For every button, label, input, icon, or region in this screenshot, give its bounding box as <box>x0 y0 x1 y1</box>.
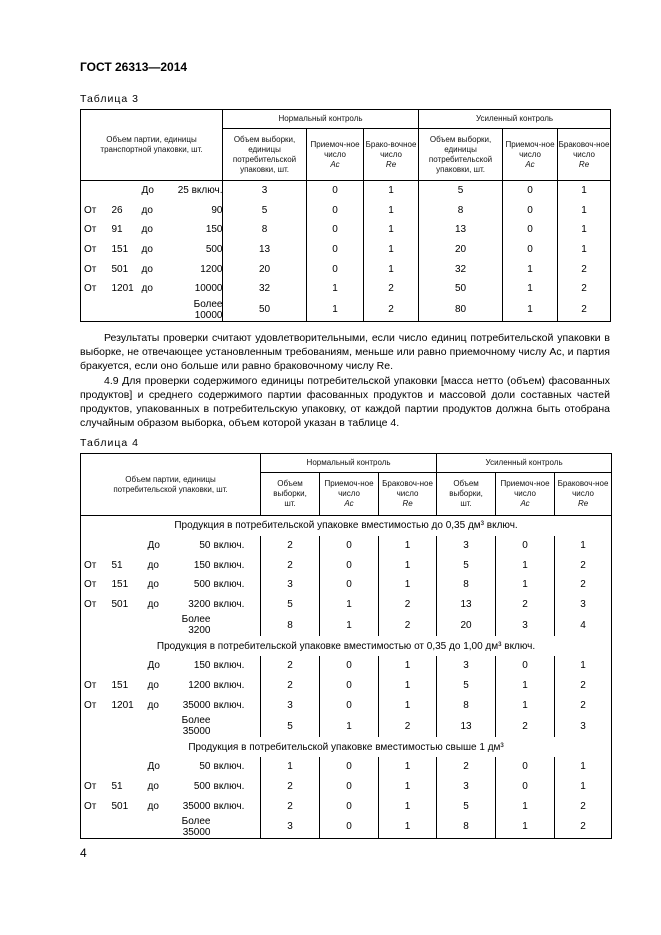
range-to-label: до <box>147 599 159 611</box>
re-tight: 1 <box>555 777 612 797</box>
range-from-label: От <box>84 559 97 571</box>
range-from-label <box>81 181 109 201</box>
table-row <box>81 614 612 636</box>
sample-normal: 8 <box>261 614 320 636</box>
range-from-value: 51 <box>111 780 123 792</box>
re-normal: 1 <box>379 777 437 797</box>
sample-normal: 5 <box>261 595 320 615</box>
range-to-label: до <box>147 780 159 792</box>
table-row <box>81 220 611 240</box>
sample-tight: 13 <box>437 715 496 737</box>
range-from-value: 1201 <box>111 699 134 711</box>
sample-normal: 20 <box>223 259 307 279</box>
range-inclusive-note: включ. <box>213 599 245 611</box>
sample-tight: 13 <box>437 595 496 615</box>
re-normal: 1 <box>364 201 419 221</box>
table-3-normal-group: Нормальный контроль <box>223 110 419 129</box>
ac-tight: 1 <box>496 676 555 696</box>
re-normal: 1 <box>379 696 437 716</box>
range-from-label: От <box>84 699 97 711</box>
ac-normal: 0 <box>320 777 379 797</box>
ac-normal: 0 <box>307 259 364 279</box>
range-to-value: 35000 <box>182 800 211 812</box>
sample-normal: 3 <box>261 696 320 716</box>
ac-tight: 1 <box>503 259 558 279</box>
range-to-value: 500 <box>193 780 211 792</box>
range-from-label <box>81 816 109 839</box>
table-row <box>81 259 611 279</box>
range-to-label: до <box>141 244 153 256</box>
table-4-body <box>81 516 612 839</box>
ac-normal: 1 <box>320 715 379 737</box>
re-normal: 1 <box>364 181 419 201</box>
range-from-value <box>109 757 145 777</box>
range-to-label: до <box>141 224 153 236</box>
sample-normal: 8 <box>223 220 307 240</box>
range-to-value: 150 <box>205 224 223 236</box>
table-row <box>81 299 611 322</box>
range-to-value: 50 <box>199 761 211 773</box>
range-to-label: до <box>147 579 159 591</box>
table-row <box>81 676 612 696</box>
table-row <box>81 279 611 299</box>
range-from-value: 1201 <box>111 283 134 295</box>
re-tight: 3 <box>555 715 612 737</box>
re-tight: 2 <box>558 279 611 299</box>
ac-normal: 0 <box>320 696 379 716</box>
range-from-label: От <box>84 283 97 295</box>
range-to-label <box>139 299 167 322</box>
sample-normal: 2 <box>261 656 320 676</box>
sample-normal: 2 <box>261 676 320 696</box>
range-to-label: до <box>147 800 159 812</box>
sample-tight: 5 <box>437 796 496 816</box>
sample-normal: 2 <box>261 796 320 816</box>
re-tight: 2 <box>558 299 611 322</box>
table-3-re-header-tight: Браковоч-ное число Re <box>558 129 611 181</box>
paragraph-4-9: 4.9 Для проверки содержимого единицы потребительской упаковки [масса нетто (объем) фасованных продуктов] и среднего содержимого партии фасованных продуктов и массовой доли составных частей продуктов, упакованных в потребительскую упаковку, от каждой партии продуктов должна быть отобрана случайным образом выборка, объем которой указан в таблице 4. <box>80 375 610 429</box>
table-row <box>81 575 612 595</box>
range-to-value: 3200 <box>188 599 211 611</box>
document-header: ГОСТ 26313—2014 <box>80 60 188 74</box>
table-3-caption: Таблица 3 <box>80 93 139 105</box>
table-4-caption: Таблица 4 <box>80 437 139 449</box>
table-4-tight-group: Усиленный контроль <box>437 454 612 473</box>
range-from-label: От <box>84 224 97 236</box>
table-row <box>81 816 612 839</box>
ac-normal: 0 <box>320 796 379 816</box>
ac-normal: 1 <box>320 595 379 615</box>
range-from-label <box>81 757 109 777</box>
table-row <box>81 777 612 797</box>
sample-tight: 5 <box>437 676 496 696</box>
range-from-value <box>109 181 139 201</box>
table-row <box>81 201 611 221</box>
table-3-body <box>81 181 611 322</box>
ac-normal: 1 <box>307 299 364 322</box>
range-from-value: 91 <box>111 224 123 236</box>
sample-tight: 8 <box>437 816 496 839</box>
sample-tight: 80 <box>419 299 503 322</box>
re-normal: 1 <box>379 796 437 816</box>
range-to-value: 10000 <box>194 283 223 295</box>
range-to-label: до <box>141 263 153 275</box>
range-from-label: От <box>84 599 97 611</box>
ac-tight: 2 <box>496 715 555 737</box>
sample-tight: 20 <box>419 240 503 260</box>
range-to-value: 50 <box>199 540 211 552</box>
paragraph-results: Результаты проверки считают удовлетворительными, если число единиц потребительской упаковки в выборке, не отвечающее установленным требованиям, меньше или равно приемочному числу Ас, и партия бракуется, если оно больше или равно браковочному числу Re. <box>80 332 610 372</box>
range-from-value <box>109 536 145 556</box>
ac-tight: 0 <box>496 656 555 676</box>
re-tight: 1 <box>555 536 612 556</box>
re-tight: 1 <box>558 181 611 201</box>
range-to-label: До <box>147 660 160 672</box>
table-3-re-header: Брако-вочное число Re <box>364 129 419 181</box>
ac-normal: 0 <box>307 201 364 221</box>
re-normal: 2 <box>364 279 419 299</box>
range-to-label: до <box>147 559 159 571</box>
section-heading: Продукция в потребительской упаковке вместимостью до 0,35 дм³ включ. <box>81 516 612 536</box>
sample-tight: 5 <box>437 555 496 575</box>
re-normal: 1 <box>364 259 419 279</box>
ac-tight: 0 <box>496 777 555 797</box>
range-to-label: До <box>139 181 167 201</box>
table-3-ac-header-tight: Приемоч-ное число Ас <box>503 129 558 181</box>
range-to-value: 1200 <box>200 263 223 275</box>
range-to-value: 150 <box>193 559 211 571</box>
sample-tight: 3 <box>437 536 496 556</box>
sample-normal: 50 <box>223 299 307 322</box>
range-to-label: до <box>147 680 159 692</box>
range-to-value: Более 10000 <box>193 298 223 321</box>
range-to-value: 500 <box>205 244 223 256</box>
range-inclusive-note <box>211 816 261 839</box>
table-3-sample-header: Объем выборки, единицы потребительской упаковки, шт. <box>223 129 307 181</box>
range-to-label <box>145 816 171 839</box>
ac-tight: 0 <box>503 201 558 221</box>
re-normal: 1 <box>379 555 437 575</box>
re-tight: 1 <box>555 656 612 676</box>
table-row <box>81 696 612 716</box>
range-inclusive-note: включ. <box>213 559 245 571</box>
sample-tight: 50 <box>419 279 503 299</box>
ac-normal: 0 <box>320 757 379 777</box>
table-4-sample-header-tight: Объем выборки, шт. <box>437 473 496 516</box>
re-tight: 1 <box>558 240 611 260</box>
table-3-tight-group: Усиленный контроль <box>419 110 611 129</box>
range-from-label: От <box>84 579 97 591</box>
sample-tight: 2 <box>437 757 496 777</box>
ac-tight: 2 <box>496 595 555 615</box>
table-4-ac-header-tight: Приемоч-ное число Ас <box>496 473 555 516</box>
sample-normal: 2 <box>261 777 320 797</box>
re-normal: 1 <box>379 757 437 777</box>
range-from-value <box>109 299 139 322</box>
range-inclusive-note: включ. <box>213 540 245 552</box>
sample-normal: 5 <box>261 715 320 737</box>
table-4-re-header-tight: Браковоч-ное число Re <box>555 473 612 516</box>
re-tight: 2 <box>558 259 611 279</box>
table-row <box>81 796 612 816</box>
range-from-value: 151 <box>111 579 129 591</box>
re-tight: 1 <box>558 201 611 221</box>
range-from-value: 501 <box>111 599 129 611</box>
range-from-value: 501 <box>111 800 129 812</box>
ac-normal: 0 <box>320 816 379 839</box>
table-row <box>81 595 612 615</box>
re-tight: 2 <box>555 816 612 839</box>
sample-tight: 8 <box>437 575 496 595</box>
re-tight: 2 <box>555 676 612 696</box>
re-tight: 1 <box>558 220 611 240</box>
sample-tight: 3 <box>437 656 496 676</box>
range-to-value: 25 включ. <box>167 181 223 201</box>
ac-tight: 0 <box>496 536 555 556</box>
table-row <box>81 715 612 737</box>
section-heading-row <box>81 636 612 656</box>
range-to-value: Более 3200 <box>181 614 211 637</box>
sample-normal: 2 <box>261 536 320 556</box>
re-tight: 2 <box>555 555 612 575</box>
table-3-ac-header: Приемоч-ное число Ас <box>307 129 364 181</box>
range-from-value: 151 <box>111 680 129 692</box>
sample-normal: 3 <box>261 816 320 839</box>
ac-normal: 0 <box>320 536 379 556</box>
range-inclusive-note: включ. <box>213 660 245 672</box>
range-inclusive-note: включ. <box>213 761 245 773</box>
range-to-label: до <box>141 204 153 216</box>
range-from-label <box>81 614 109 636</box>
ac-tight: 3 <box>496 614 555 636</box>
ac-tight: 1 <box>496 796 555 816</box>
table-4-normal-group: Нормальный контроль <box>261 454 437 473</box>
range-to-label <box>145 715 171 737</box>
re-normal: 1 <box>379 676 437 696</box>
table-4 <box>80 453 612 839</box>
re-normal: 1 <box>364 220 419 240</box>
sample-normal: 2 <box>261 555 320 575</box>
range-to-value: 90 <box>211 204 223 216</box>
ac-tight: 1 <box>496 816 555 839</box>
re-normal: 1 <box>379 575 437 595</box>
ac-normal: 1 <box>320 614 379 636</box>
range-from-value: 26 <box>111 204 123 216</box>
range-from-label: От <box>84 204 97 216</box>
ac-normal: 1 <box>307 279 364 299</box>
range-to-value: Более 35000 <box>181 715 211 738</box>
ac-tight: 0 <box>496 757 555 777</box>
re-tight: 2 <box>555 796 612 816</box>
re-tight: 2 <box>555 696 612 716</box>
range-from-value: 151 <box>111 244 129 256</box>
table-4-ac-header: Приемоч-ное число Ас <box>320 473 379 516</box>
range-to-label <box>145 614 171 636</box>
range-from-value <box>109 715 145 737</box>
ac-normal: 0 <box>320 656 379 676</box>
table-3-sample-header-tight: Объем выборки, единицы потребительской упаковки, шт. <box>419 129 503 181</box>
re-normal: 2 <box>379 614 437 636</box>
sample-normal: 3 <box>223 181 307 201</box>
range-from-label: От <box>84 244 97 256</box>
table-4-lot-header: Объем партии, единицы потребительской упаковки, шт. <box>113 474 228 494</box>
sample-normal: 32 <box>223 279 307 299</box>
ac-normal: 0 <box>307 240 364 260</box>
re-normal: 2 <box>379 595 437 615</box>
table-4-sample-header: Объем выборки, шт. <box>261 473 320 516</box>
re-tight: 2 <box>555 575 612 595</box>
range-from-value <box>109 656 145 676</box>
range-from-label: От <box>84 263 97 275</box>
range-inclusive-note: включ. <box>213 780 245 792</box>
range-from-label <box>81 656 109 676</box>
re-tight: 3 <box>555 595 612 615</box>
range-inclusive-note: включ. <box>213 800 245 812</box>
range-from-label: От <box>84 680 97 692</box>
table-row <box>81 757 612 777</box>
ac-tight: 1 <box>496 696 555 716</box>
range-from-label: От <box>84 780 97 792</box>
table-row <box>81 555 612 575</box>
re-tight: 4 <box>555 614 612 636</box>
ac-tight: 1 <box>503 299 558 322</box>
range-from-value <box>109 816 145 839</box>
section-heading: Продукция в потребительской упаковке вместимостью от 0,35 до 1,00 дм³ включ. <box>156 640 536 652</box>
table-row <box>81 536 612 556</box>
ac-normal: 0 <box>320 575 379 595</box>
ac-tight: 1 <box>496 555 555 575</box>
ac-tight: 0 <box>503 240 558 260</box>
range-from-label <box>81 299 109 322</box>
range-from-label <box>81 536 109 556</box>
table-3-lot-header: Объем партии, единицы транспортной упаковки, шт. <box>100 135 203 154</box>
range-to-value: 35000 <box>182 699 211 711</box>
range-from-value: 501 <box>111 263 129 275</box>
sample-tight: 3 <box>437 777 496 797</box>
range-to-label: до <box>141 283 153 295</box>
table-4-re-header: Браковоч-ное число Re <box>379 473 437 516</box>
range-inclusive-note <box>211 614 261 636</box>
table-3 <box>80 109 611 322</box>
range-inclusive-note <box>211 715 261 737</box>
sample-tight: 5 <box>419 181 503 201</box>
re-normal: 1 <box>364 240 419 260</box>
ac-tight: 0 <box>503 181 558 201</box>
re-normal: 2 <box>379 715 437 737</box>
range-from-value <box>109 614 145 636</box>
range-from-value: 51 <box>111 559 123 571</box>
sample-normal: 13 <box>223 240 307 260</box>
range-inclusive-note: включ. <box>213 680 245 692</box>
sample-tight: 20 <box>437 614 496 636</box>
re-normal: 2 <box>364 299 419 322</box>
range-to-label: до <box>147 699 159 711</box>
section-heading: Продукция в потребительской упаковке вместимостью свыше 1 дм³ <box>188 741 504 753</box>
table-row <box>81 181 611 201</box>
range-to-label: До <box>147 540 160 552</box>
ac-tight: 0 <box>503 220 558 240</box>
re-normal: 1 <box>379 656 437 676</box>
page-number: 4 <box>80 846 87 860</box>
sample-normal: 1 <box>261 757 320 777</box>
ac-normal: 0 <box>320 555 379 575</box>
range-to-value: Более 35000 <box>181 815 211 838</box>
re-normal: 1 <box>379 536 437 556</box>
range-inclusive-note: включ. <box>213 579 245 591</box>
table-row <box>81 656 612 676</box>
ac-normal: 0 <box>307 181 364 201</box>
table-row <box>81 240 611 260</box>
section-heading-row <box>81 737 612 757</box>
ac-tight: 1 <box>496 575 555 595</box>
ac-normal: 0 <box>307 220 364 240</box>
sample-normal: 5 <box>223 201 307 221</box>
range-to-value: 1200 <box>188 680 211 692</box>
range-from-label: От <box>84 800 97 812</box>
sample-tight: 8 <box>419 201 503 221</box>
sample-tight: 13 <box>419 220 503 240</box>
sample-tight: 8 <box>437 696 496 716</box>
ac-normal: 0 <box>320 676 379 696</box>
range-to-value: 150 <box>193 660 211 672</box>
re-normal: 1 <box>379 816 437 839</box>
range-to-label: До <box>147 761 160 773</box>
range-to-value: 500 <box>193 579 211 591</box>
re-tight: 1 <box>555 757 612 777</box>
range-from-label <box>81 715 109 737</box>
range-inclusive-note: включ. <box>213 699 245 711</box>
sample-normal: 3 <box>261 575 320 595</box>
sample-tight: 32 <box>419 259 503 279</box>
section-heading-row <box>81 516 612 536</box>
ac-tight: 1 <box>503 279 558 299</box>
